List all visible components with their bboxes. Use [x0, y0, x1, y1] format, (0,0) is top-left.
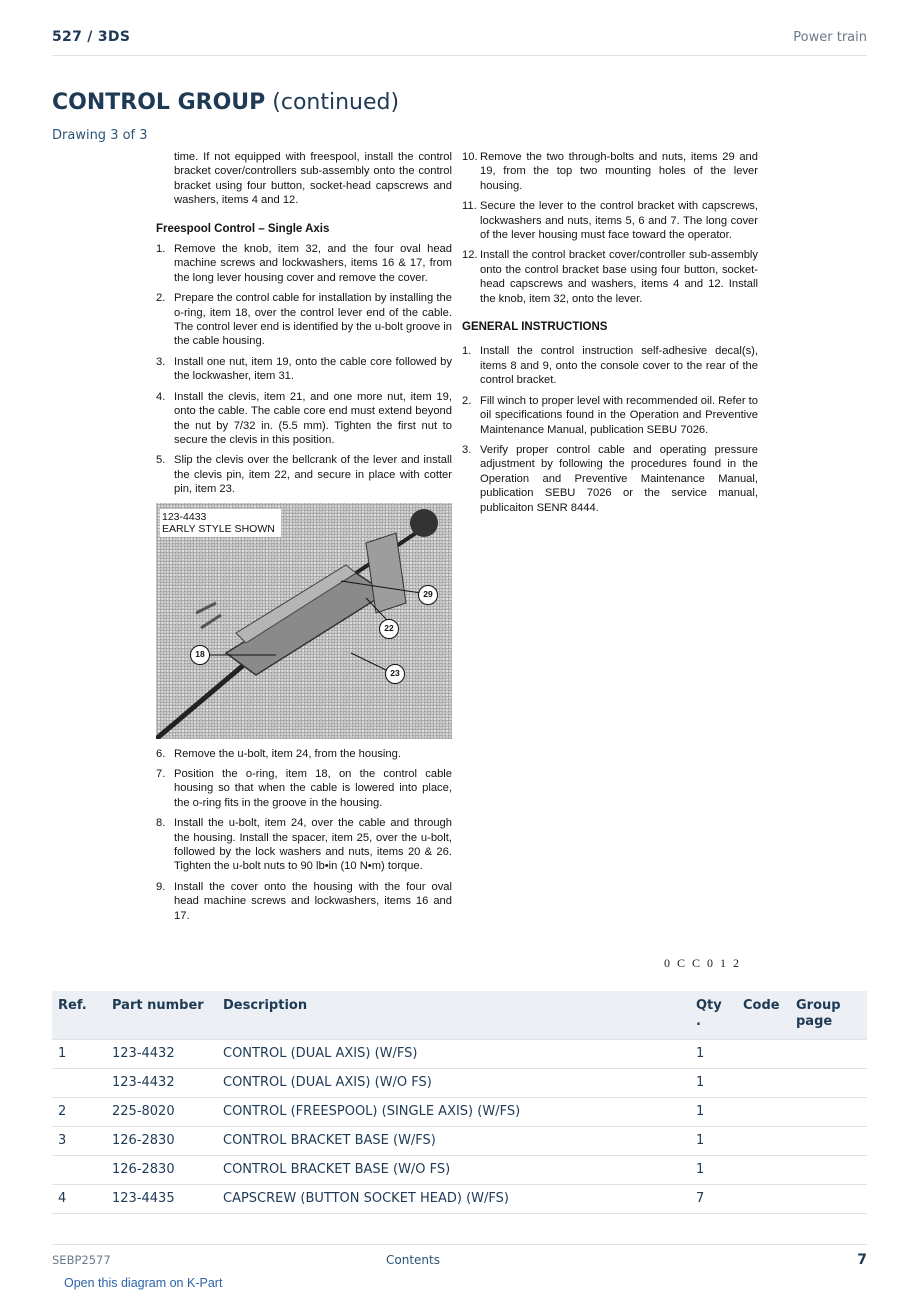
cell-qty: 1 — [690, 1039, 737, 1068]
freespool-step — [462, 199, 758, 242]
cell-part-number: 126-2830 — [106, 1155, 217, 1184]
page-title — [52, 90, 399, 115]
cell-group-page — [790, 1184, 867, 1213]
callout-18: 18 — [190, 645, 210, 665]
left-steps-b — [156, 747, 452, 923]
cell-ref: 4 — [52, 1184, 106, 1213]
cell-part-number: 123-4432 — [106, 1039, 217, 1068]
header-model: 527 / 3DS — [52, 29, 131, 45]
cell-part-number: 123-4432 — [106, 1068, 217, 1097]
scan-code: 0 C C 0 1 2 — [664, 956, 742, 970]
parts-table — [52, 991, 867, 1214]
freespool-step — [156, 767, 452, 810]
freespool-step — [462, 150, 758, 193]
freespool-step — [156, 355, 452, 384]
step-number: 10. — [462, 151, 478, 163]
step-text: Install the clevis, item 21, and one more nut, item 19, onto the cable. The cable core end must extend beyond the nut by 7/32 in. (5.5 mm). Tighten the first nut to secure the clevis in this position. — [174, 390, 452, 446]
table-row — [52, 1184, 867, 1213]
left-steps-a — [156, 242, 452, 497]
cell-group-page — [790, 1068, 867, 1097]
footer-doc-id: SEBP2577 — [52, 1253, 111, 1267]
step-number: 2. — [156, 292, 166, 305]
cell-qty: 1 — [690, 1097, 737, 1126]
step-text: Install the cover onto the housing with the four oval head machine screws and lockwashers, items 16 and 17. — [174, 880, 452, 922]
step-number: 2. — [462, 394, 472, 407]
cell-qty: 1 — [690, 1068, 737, 1097]
col-code: Code — [737, 991, 790, 1039]
freespool-step — [156, 291, 452, 349]
cell-ref — [52, 1068, 106, 1097]
page-title-rest: (continued) — [265, 90, 400, 115]
footer-divider — [52, 1244, 867, 1245]
cell-part-number: 123-4435 — [106, 1184, 217, 1213]
step-number: 1. — [462, 345, 472, 358]
freespool-step — [156, 242, 452, 285]
cell-description: CONTROL BRACKET BASE (W/FS) — [217, 1126, 690, 1155]
cell-ref: 1 — [52, 1039, 106, 1068]
col-description: Description — [217, 991, 690, 1039]
contents-link[interactable]: Contents — [386, 1253, 440, 1267]
freespool-step — [156, 390, 452, 448]
header-section: Power train — [793, 30, 867, 45]
cell-description: CAPSCREW (BUTTON SOCKET HEAD) (W/FS) — [217, 1184, 690, 1213]
parts-table-header — [52, 991, 867, 1039]
step-number: 3. — [462, 443, 472, 456]
cell-code — [737, 1068, 790, 1097]
step-number: 5. — [156, 454, 166, 467]
cell-description: CONTROL (FREESPOOL) (SINGLE AXIS) (W/FS) — [217, 1097, 690, 1126]
step-number: 11. — [462, 200, 477, 213]
step-text: Verify proper control cable and operating pressure adjustment by following the procedures found in the Operation and Preventive Maintenance Manual, publication SEBU 7026 or the service manual, publicaiton SENR 8444. — [480, 443, 758, 514]
cell-group-page — [790, 1126, 867, 1155]
cell-group-page — [790, 1039, 867, 1068]
cell-code — [737, 1155, 790, 1184]
step-text: Remove the u-bolt, item 24, from the housing. — [174, 747, 401, 760]
step-number: 7. — [156, 767, 166, 780]
cell-group-page — [790, 1155, 867, 1184]
intro-paragraph: time. If not equipped with freespool, install the control bracket cover/controllers sub-assembly onto the control bracket using four button, socket-head capscrews and washers, items 4 and 12. — [174, 151, 452, 207]
freespool-heading: Freespool Control – Single Axis — [156, 222, 330, 235]
cell-ref: 2 — [52, 1097, 106, 1126]
cell-ref: 3 — [52, 1126, 106, 1155]
step-text: Position the o-ring, item 18, on the control cable housing so that when the cable is lowered into place, the o-ring fits in the groove in the housing. — [174, 767, 452, 809]
cell-code — [737, 1097, 790, 1126]
step-number: 6. — [156, 747, 166, 760]
col-qty: Qty . — [690, 991, 737, 1039]
step-number: 3. — [156, 355, 166, 368]
photo-label-note: EARLY STYLE SHOWN — [162, 522, 275, 535]
step-number: 12. — [462, 249, 478, 262]
table-row — [52, 1039, 867, 1068]
page-title-bold: CONTROL GROUP — [52, 90, 266, 115]
scanned-instructions — [150, 150, 770, 978]
left-column — [156, 150, 452, 929]
control-photo-drawing — [156, 503, 452, 739]
kpart-link[interactable]: Open this diagram on K-Part — [64, 1276, 223, 1290]
freespool-step — [462, 248, 758, 306]
header-divider — [52, 55, 867, 56]
right-steps-a — [462, 150, 758, 306]
cell-code — [737, 1039, 790, 1068]
general-step — [462, 344, 758, 387]
cell-description: CONTROL (DUAL AXIS) (W/O FS) — [217, 1068, 690, 1097]
table-row — [52, 1068, 867, 1097]
cell-description: CONTROL (DUAL AXIS) (W/FS) — [217, 1039, 690, 1068]
step-number: 8. — [156, 817, 166, 830]
step-text: Secure the lever to the control bracket with capscrews, lockwashers and nuts, items 5, 6 and 7. The long cover of the lever housing must face toward the operator. — [480, 200, 758, 242]
step-text: Install the control instruction self-adhesive decal(s), items 8 and 9, onto the console cover to the rear of the control bracket. — [480, 345, 758, 387]
table-row — [52, 1155, 867, 1184]
parts-table-body — [52, 1039, 867, 1213]
callout-29: 29 — [418, 585, 438, 605]
right-column — [462, 150, 758, 521]
cell-qty: 1 — [690, 1126, 737, 1155]
freespool-step — [156, 816, 452, 874]
cell-part-number: 225-8020 — [106, 1097, 217, 1126]
step-text: Install one nut, item 19, onto the cable core followed by the lockwasher, item 31. — [174, 355, 452, 383]
step-text: Install the u-bolt, item 24, over the cable and through the housing. Install the spacer, item 25, over the u-bolt, followed by the lock washers and nuts, items 20 & 26. Tighten the u-bolt nuts to 90 lb•in (10 N•m) torque. — [174, 817, 452, 873]
table-row — [52, 1097, 867, 1126]
col-ref: Ref. — [52, 991, 106, 1039]
col-group-page: Group page — [790, 991, 867, 1039]
step-text: Slip the clevis over the bellcrank of the lever and install the clevis pin, item 22, and secure in place with cotter pin, item 23. — [174, 454, 452, 496]
freespool-step — [156, 453, 452, 496]
freespool-step — [156, 747, 452, 761]
step-text: Prepare the control cable for installation by installing the o-ring, item 18, over the control lever end of the cable. The control lever end is identified by the u-bolt groove in the cable housing. — [174, 292, 452, 348]
page-number: 7 — [857, 1252, 867, 1268]
cell-qty: 1 — [690, 1155, 737, 1184]
step-text: Install the control bracket cover/controller sub-assembly onto the control bracket base using four button, socket-head capscrews and washers, items 4 and 12. Install the knob, item 32, onto the lever. — [480, 249, 758, 305]
callout-22: 22 — [379, 619, 399, 639]
cell-description: CONTROL BRACKET BASE (W/O FS) — [217, 1155, 690, 1184]
step-text: Remove the knob, item 32, and the four oval head machine screws and lockwashers, items 16 & 17, from the long lever housing cover and remove the cover. — [174, 243, 452, 284]
drawing-subtitle: Drawing 3 of 3 — [52, 128, 148, 143]
cell-code — [737, 1126, 790, 1155]
photo-label-number: 123-4433 — [162, 510, 207, 523]
cell-qty: 7 — [690, 1184, 737, 1213]
photo-label — [160, 509, 281, 537]
right-steps-b — [462, 344, 758, 514]
callout-23: 23 — [385, 664, 405, 684]
step-number: 4. — [156, 390, 166, 403]
step-text: Remove the two through-bolts and nuts, items 29 and 19, from the top two mounting holes of the lever housing. — [480, 151, 758, 192]
control-photo — [156, 503, 452, 739]
step-number: 9. — [156, 880, 166, 893]
cell-ref — [52, 1155, 106, 1184]
general-step — [462, 394, 758, 437]
cell-group-page — [790, 1097, 867, 1126]
cell-part-number: 126-2830 — [106, 1126, 217, 1155]
general-instructions-heading: GENERAL INSTRUCTIONS — [462, 321, 608, 334]
freespool-step — [156, 880, 452, 923]
general-step — [462, 443, 758, 515]
table-row — [52, 1126, 867, 1155]
step-text: Fill winch to proper level with recommended oil. Refer to oil specifications found in the Operation and Preventive Maintenance Manual, publication SEBU 7026. — [480, 394, 758, 436]
step-number: 1. — [156, 243, 166, 256]
cell-code — [737, 1184, 790, 1213]
col-part-number: Part number — [106, 991, 217, 1039]
